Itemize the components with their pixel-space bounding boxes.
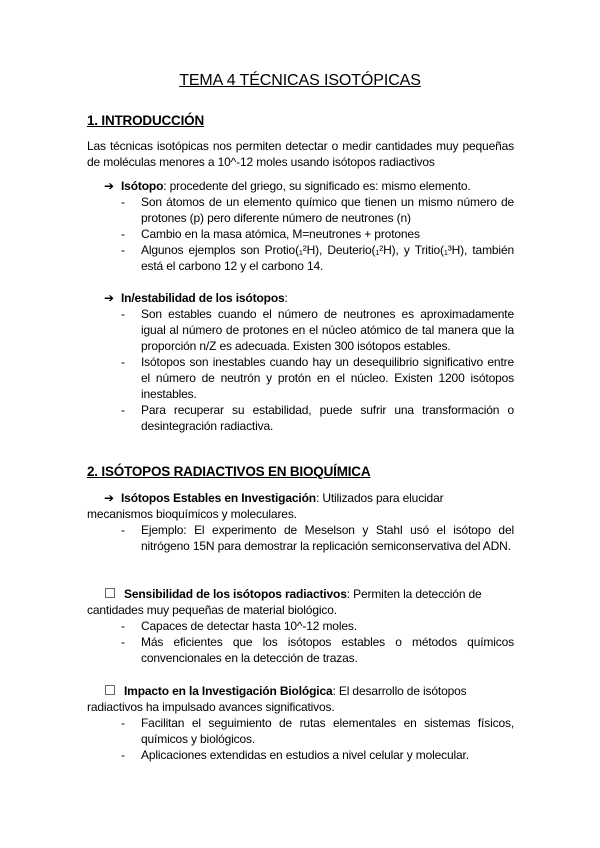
dash-marker: - bbox=[121, 355, 125, 369]
bullet-text: : Permiten la detección de bbox=[346, 587, 482, 601]
list-item-text: Para recuperar su estabilidad, puede sufrir una transformación o desintegración radiactiva. bbox=[141, 403, 514, 433]
section-2-heading: 2. ISÓTOPOS RADIACTIVOS EN BIOQUÍMICA bbox=[87, 464, 371, 479]
dash-marker: - bbox=[121, 243, 125, 257]
list-item bbox=[121, 226, 514, 242]
list-item-text: Ejemplo: El experimento de Meselson y Stahl usó el isótopo del nitrógeno 15N para demostrar la replicación semiconservativa del ADN. bbox=[141, 523, 514, 553]
bullet-term: Isótopo bbox=[121, 179, 164, 193]
list-item-text: Más eficientes que los isótopos estables o métodos químicos convencionales en la detección de trazas. bbox=[141, 635, 514, 665]
bullet-text: : El desarrollo de isótopos bbox=[332, 684, 467, 698]
dash-marker: - bbox=[121, 619, 125, 633]
list-item bbox=[121, 402, 514, 434]
bullet-term: Impacto en la Investigación Biológica bbox=[124, 684, 333, 698]
list-item bbox=[121, 354, 514, 402]
bullet-continuation: cantidades muy pequeñas de material biológico. bbox=[87, 603, 337, 617]
list-item bbox=[121, 522, 514, 554]
dash-marker: - bbox=[121, 523, 125, 537]
checkbox-icon bbox=[105, 685, 115, 695]
bullet-estables bbox=[104, 490, 514, 506]
list-item-text: Son estables cuando el número de neutrones es aproximadamente igual al número de protones en el núcleo atómico de tal manera que la proporción n/Z es adecuada. Existen 300 isótopos estables. bbox=[141, 307, 514, 353]
dash-marker: - bbox=[121, 307, 125, 321]
bullet-sensibilidad bbox=[104, 586, 514, 602]
bullet-text: : procedente del griego, su significado es: mismo elemento. bbox=[163, 179, 471, 193]
bullet-continuation: mecanismos bioquímicos y moleculares. bbox=[87, 507, 297, 521]
list-item-text: Isótopos son inestables cuando hay un desequilibrio significativo entre el número de neutrón y protón en el núcleo. Existen 1200 isótopos inestables. bbox=[141, 355, 514, 401]
list-item bbox=[121, 306, 514, 354]
document-title: TEMA 4 TÉCNICAS ISOTÓPICAS bbox=[179, 72, 421, 89]
section-1-heading: 1. INTRODUCCIÓN bbox=[87, 113, 205, 128]
list-item-text: Cambio en la masa atómica, M=neutrones + protones bbox=[141, 227, 420, 241]
list-item bbox=[121, 242, 514, 274]
list-item bbox=[121, 618, 514, 634]
dash-marker: - bbox=[121, 403, 125, 417]
list-item-text: Capaces de detectar hasta 10^-12 moles. bbox=[141, 619, 357, 633]
bullet-term: Isótopos Estables en Investigación bbox=[121, 491, 316, 505]
dash-marker: - bbox=[121, 716, 125, 730]
arrow-icon: ➔ bbox=[104, 491, 114, 505]
dash-marker: - bbox=[121, 748, 125, 762]
list-item bbox=[121, 715, 514, 747]
bullet-term: Sensibilidad de los isótopos radiactivos bbox=[124, 587, 347, 601]
arrow-icon: ➔ bbox=[104, 179, 114, 193]
list-item bbox=[121, 194, 514, 226]
bullet-term: In/estabilidad de los isótopos bbox=[121, 291, 285, 305]
intro-paragraph: Las técnicas isotópicas nos permiten detectar o medir cantidades muy pequeñas de moléculas menores a 10^-12 moles usando isótopos radiactivos bbox=[87, 139, 514, 169]
list-item-text: Son átomos de un elemento químico que tienen un mismo número de protones (p) pero diferente número de neutrones (n) bbox=[141, 195, 514, 225]
list-item-text: Algunos ejemplos son Protio(₁²H), Deuterio(₁²H), y Tritio(₁³H), también está el carbono 12 y el carbono 14. bbox=[141, 243, 514, 273]
dash-marker: - bbox=[121, 635, 125, 649]
arrow-icon: ➔ bbox=[104, 291, 114, 305]
checkbox-icon bbox=[105, 588, 115, 598]
dash-marker: - bbox=[121, 227, 125, 241]
bullet-estabilidad bbox=[104, 290, 514, 306]
list-item bbox=[121, 747, 514, 763]
bullet-impacto bbox=[104, 683, 514, 699]
bullet-isotopo bbox=[104, 178, 514, 194]
list-item-text: Facilitan el seguimiento de rutas elementales en sistemas físicos, químicos y biológicos. bbox=[141, 716, 514, 746]
bullet-text: : Utilizados para elucidar bbox=[315, 491, 444, 505]
bullet-text: : bbox=[284, 291, 288, 305]
list-item bbox=[121, 634, 514, 666]
list-item-text: Aplicaciones extendidas en estudios a nivel celular y molecular. bbox=[141, 748, 469, 762]
dash-marker: - bbox=[121, 195, 125, 209]
bullet-continuation: radiactivos ha impulsado avances significativos. bbox=[87, 700, 335, 714]
